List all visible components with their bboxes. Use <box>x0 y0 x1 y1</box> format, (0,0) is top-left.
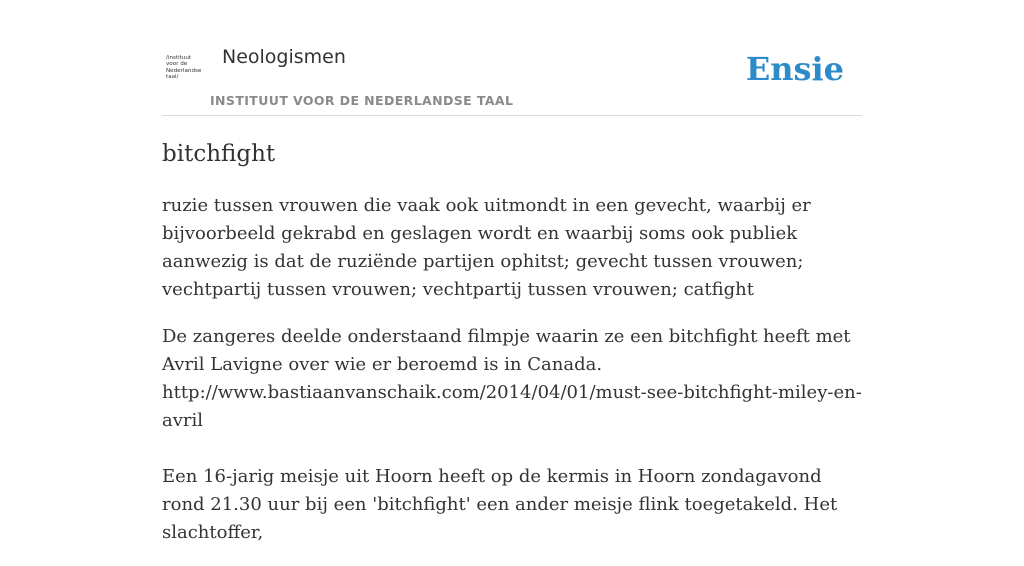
example-text: Een 16-jarig meisje uit Hoorn heeft op de kermis in Hoorn zondagavond rond 21.30 uur bij een 'bitchfight' een ander meisje flink toegetakeld. Het slachtoffer, <box>162 466 838 543</box>
logo-line: taal/ <box>166 74 179 81</box>
institute-name: INSTITUUT VOOR DE NEDERLANDSE TAAL <box>210 93 514 108</box>
institute-logo[interactable] <box>166 55 206 89</box>
entry-content <box>162 136 862 566</box>
ensie-logo[interactable]: Ensie <box>745 50 844 88</box>
header <box>162 40 862 116</box>
logo-line: voor de <box>166 61 188 68</box>
logo-line: /instituut <box>166 55 192 61</box>
source-name-link[interactable]: Neologismen <box>222 46 346 68</box>
example-text: De zangeres deelde onderstaand filmpje waarin ze een bitchfight heeft met Avril Lavigne over wie er beroemd is in Canada. <box>162 326 851 375</box>
entry-definition: ruzie tussen vrouwen die vaak ook uitmondt in een gevecht, waarbij er bijvoorbeeld gekrabd en geslagen wordt en waarbij soms ook publiek aanwezig is dat de ruziënde partijen ophitst; gevecht tussen vrouwen; vechtpartij tussen vrouwen; vechtpartij tussen vrouwen; catfight <box>162 195 811 300</box>
entry-term: bitchfight <box>162 141 276 167</box>
logo-line: Nederlandse <box>166 67 202 74</box>
example-url: http://www.bastiaanvanschaik.com/2014/04/01/must-see-bitchfight-miley-en-avril <box>162 382 862 431</box>
entry-examples <box>162 323 862 547</box>
